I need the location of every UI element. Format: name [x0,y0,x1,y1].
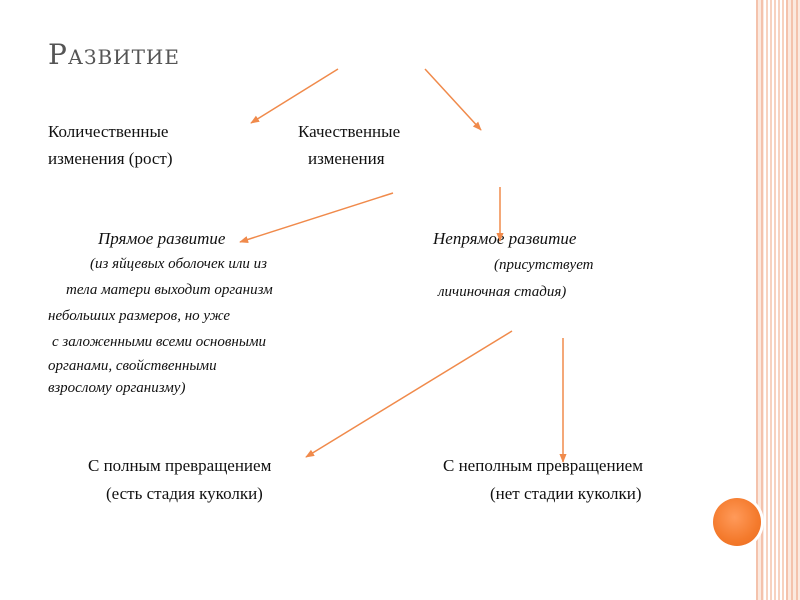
arrow-to-complete [306,331,512,457]
qualitative-line1: Качественные [298,122,401,141]
direct-desc-line: взрослому организму) [48,380,186,396]
direct-desc-line: с заложенными всеми основными [52,334,267,350]
direct-desc-line: органами, свойственными [48,358,217,374]
incomplete-line2: (нет стадии куколки) [490,484,642,503]
slide-title: Развитие [48,38,180,71]
quantitative-line2: изменения (рост) [48,149,173,168]
direct-desc-line: (из яйцевых оболочек или из [90,256,268,272]
indirect-desc-line: (присутствует [494,257,594,273]
arrow-to-qualitative [425,69,481,130]
complete-line1: С полным превращением [88,456,272,475]
qualitative-line2: изменения [308,149,385,168]
quantitative-line1: Количественные [48,122,169,141]
direct-desc-line: небольших размеров, но уже [48,308,231,324]
arrow-to-direct [240,193,393,242]
arrow-to-quantitative [251,69,338,123]
direct-desc-line: тела матери выходит организм [66,282,273,298]
direct-heading: Прямое развитие [98,229,226,248]
complete-line2: (есть стадия куколки) [106,484,263,503]
indirect-desc-line: личиночная стадия) [438,284,567,300]
incomplete-line1: С неполным превращением [443,456,643,475]
indirect-heading: Непрямое развитие [433,229,577,248]
